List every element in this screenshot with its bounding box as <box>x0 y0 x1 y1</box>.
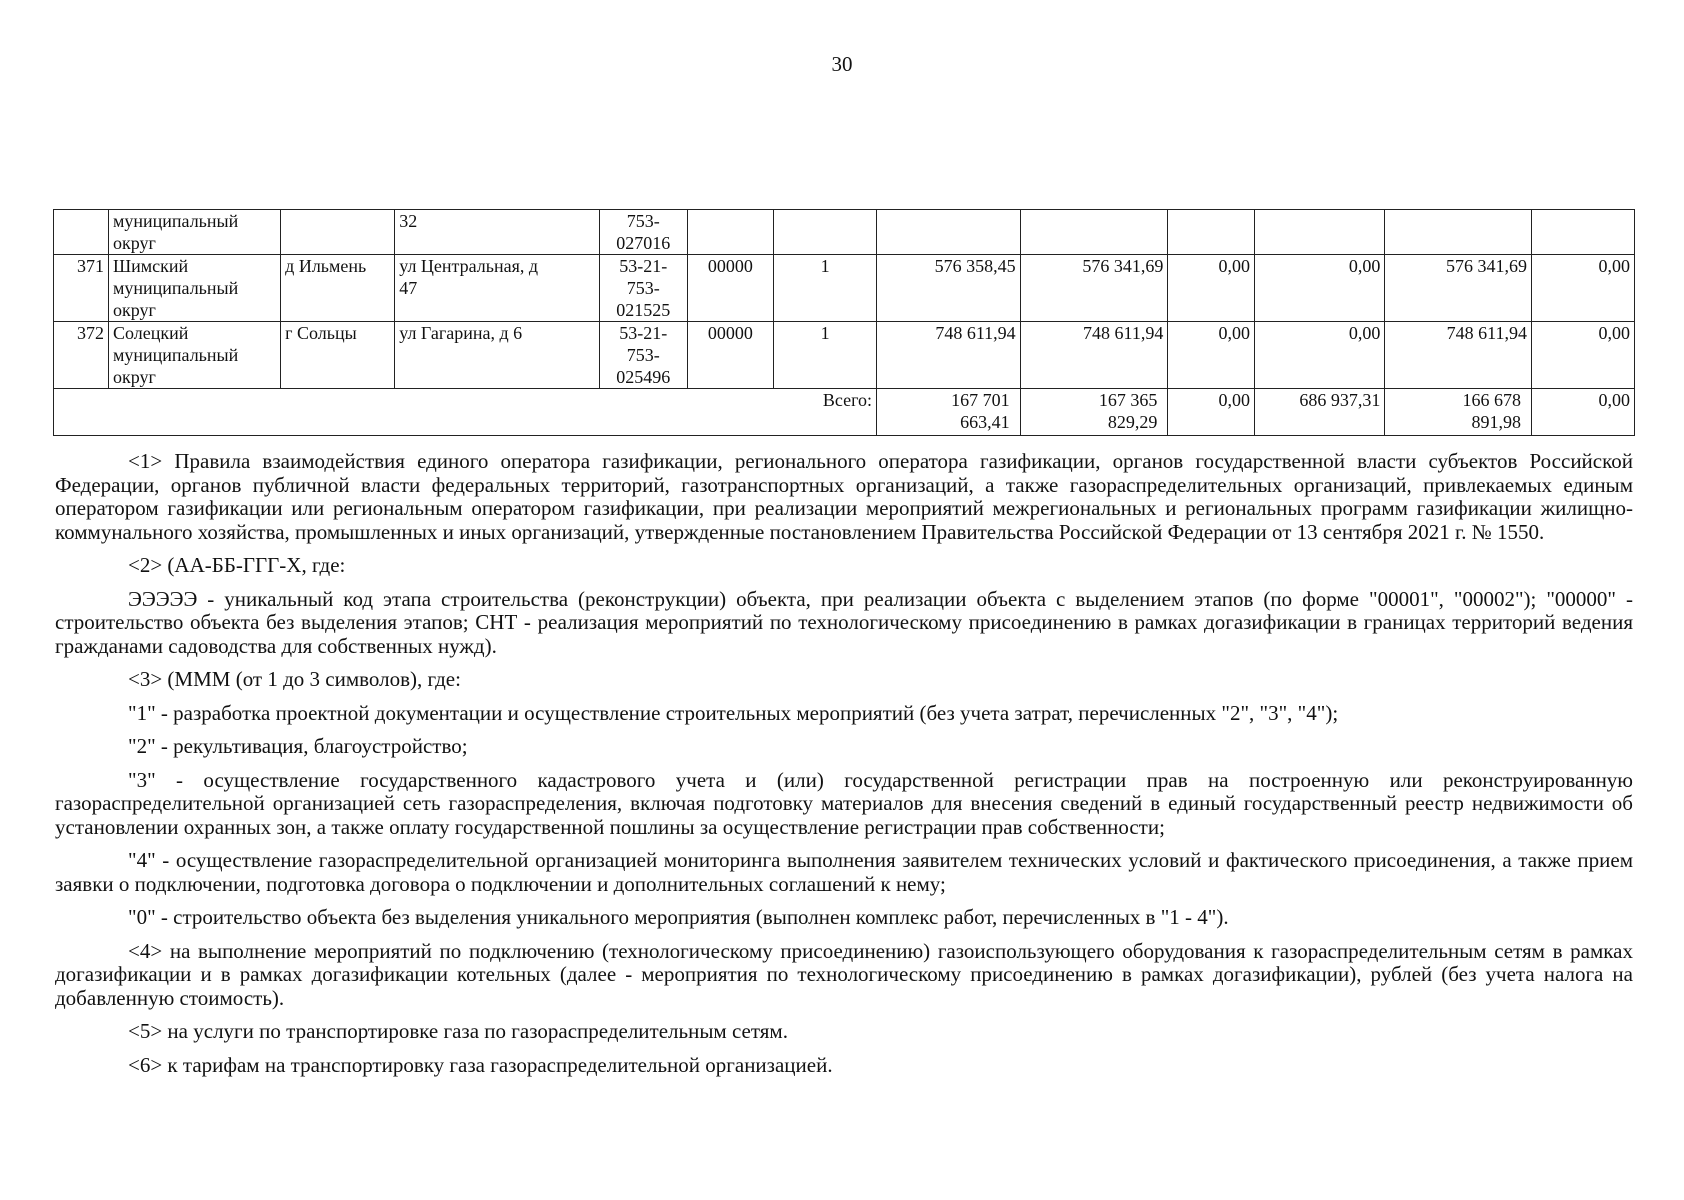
value-cell: 748 611,94 <box>1385 322 1532 389</box>
district-cell <box>109 255 281 322</box>
data-table <box>53 209 1635 436</box>
value-cell: 0,00 <box>1254 322 1384 389</box>
settlement-cell <box>281 210 395 255</box>
district-line: округ <box>113 300 156 320</box>
district-line: муниципальный <box>113 278 239 298</box>
footnote-3-code-3: "3" - осуществление государственного кадастрового учета и (или) государственной регистрации прав на построенную или реконструированную газораспределительной организацией сеть газораспределения, включая подготовку материалов для внесения сведений в единый государственный реестр недвижимости об установлении охранных зон, а также оплату государственной пошлины за осуществление регистрации прав собственности; <box>55 767 1633 839</box>
settlement-cell: г Сольцы <box>281 322 395 389</box>
district-line: муниципальный <box>113 211 239 231</box>
value-cell <box>1020 210 1168 255</box>
row-number: 372 <box>54 322 109 389</box>
total-value-line: 891,98 <box>1471 412 1522 432</box>
district-line: Солецкий <box>113 323 189 343</box>
table-row <box>54 322 1635 389</box>
value-cell: 748 611,94 <box>1020 322 1168 389</box>
code-line: 025496 <box>616 367 671 387</box>
total-value-cell: 0,00 <box>1532 389 1635 436</box>
footnote-3: <3> (МММ (от 1 до 3 символов), где: <box>128 667 461 691</box>
row-number: 371 <box>54 255 109 322</box>
district-cell <box>109 210 281 255</box>
code-line: 53-21- <box>619 256 668 276</box>
total-value-line: 167 701 <box>951 390 1010 410</box>
value-cell <box>1532 210 1635 255</box>
total-value-cell <box>1385 389 1532 436</box>
value-cell: 0,00 <box>1168 255 1255 322</box>
address-cell <box>395 255 600 322</box>
activity-code-cell <box>774 210 877 255</box>
activity-code-cell: 1 <box>774 255 877 322</box>
stage-code-cell <box>687 210 774 255</box>
activity-code-cell: 1 <box>774 322 877 389</box>
code-line: 753- <box>626 345 660 365</box>
footnote-2-stage-code: ЭЭЭЭЭ - уникальный код этапа строительства (реконструкции) объекта, при реализации объекта с выделением этапов (по форме "00001", "00002"); "00000" - строительство объекта без выделения этапов; СНТ - реализация мероприятий по технологическому присоединению в рамках догазификации в границах территорий ведения гражданами садоводства для собственных нужд). <box>55 586 1633 658</box>
address-line: 32 <box>399 211 418 231</box>
address-line: ул Гагарина, д 6 <box>399 323 523 343</box>
total-value-line: 166 678 <box>1462 390 1522 410</box>
address-cell <box>395 322 600 389</box>
code-line: 53-21- <box>619 323 668 343</box>
total-value-line: 829,29 <box>1107 412 1158 432</box>
address-line: ул Центральная, д <box>399 256 539 276</box>
footnotes <box>55 450 1633 1087</box>
code-cell <box>599 322 687 389</box>
code-line: 753- <box>626 211 660 231</box>
code-cell <box>599 255 687 322</box>
value-cell: 0,00 <box>1532 255 1635 322</box>
footnote-3-code-4: "4" - осуществление газораспределительной организацией мониторинга выполнения заявителем технических условий и фактического присоединения, а также прием заявки о подключении, подготовка договора о подключении и дополнительных соглашений к нему; <box>55 848 1633 896</box>
district-cell <box>109 322 281 389</box>
footnote-1: <1> Правила взаимодействия единого оператора газификации, регионального оператора газификации, органов государственной власти субъектов Российской Федерации, органов публичной власти федеральных территорий, газотранспортных организаций, а также газораспределительных организаций, привлекаемых единым оператором газификации или региональным оператором газификации, при реализации мероприятий межрегиональных и региональных программ газификации жилищно-коммунального хозяйства, промышленных и иных организаций, утвержденные постановлением Правительства Российской Федерации от 13 сентября 2021 г. № 1550. <box>55 449 1633 544</box>
value-cell: 0,00 <box>1168 322 1255 389</box>
footnote-3-code-2: "2" - рекультивация, благоустройство; <box>128 734 468 758</box>
district-line: муниципальный <box>113 345 239 365</box>
footnote-3-code-0: "0" - строительство объекта без выделения уникального мероприятия (выполнен комплекс работ, перечисленных в "1 - 4"). <box>128 905 1229 929</box>
table-row <box>54 255 1635 322</box>
address-cell <box>395 210 600 255</box>
total-value-line: 167 365 <box>1098 390 1158 410</box>
total-value-cell <box>877 389 1021 436</box>
row-number <box>54 210 109 255</box>
district-line: округ <box>113 367 156 387</box>
settlement-cell: д Ильмень <box>281 255 395 322</box>
page-number: 30 <box>831 52 853 76</box>
value-cell: 576 341,69 <box>1385 255 1532 322</box>
total-value-cell <box>1020 389 1168 436</box>
code-line: 753- <box>626 278 660 298</box>
value-cell: 748 611,94 <box>877 322 1021 389</box>
code-cell <box>599 210 687 255</box>
value-cell <box>877 210 1021 255</box>
value-cell <box>1168 210 1255 255</box>
footnote-3-code-1: "1" - разработка проектной документации и осуществление строительных мероприятий (без учета затрат, перечисленных "2", "3", "4"); <box>128 700 1339 725</box>
stage-code-cell: 00000 <box>687 322 774 389</box>
value-cell: 0,00 <box>1254 255 1384 322</box>
footnote-6: <6> к тарифам на транспортировку газа газораспределительной организацией. <box>128 1052 833 1077</box>
total-value-cell: 0,00 <box>1168 389 1255 436</box>
district-line: округ <box>113 233 156 253</box>
value-cell <box>1254 210 1384 255</box>
code-line: 027016 <box>616 233 671 253</box>
address-line: 47 <box>399 278 418 298</box>
table-row <box>54 210 1635 255</box>
district-line: Шимский <box>113 256 189 276</box>
value-cell: 576 341,69 <box>1020 255 1168 322</box>
value-cell: 0,00 <box>1532 322 1635 389</box>
total-value-line: 663,41 <box>960 412 1010 432</box>
footnote-4: <4> на выполнение мероприятий по подключению (технологическому присоединению) газоиспользующего оборудования к газораспределительным сетям в рамках догазификации и в рамках догазификации котельных (далее - мероприятия по технологическому присоединению в рамках догазификации), рублей (без учета налога на добавленную стоимость). <box>55 938 1633 1010</box>
footnote-2: <2> (АА-ББ-ГГГ-Х, где: <box>128 553 346 577</box>
total-row <box>54 389 1635 436</box>
stage-code-cell: 00000 <box>687 255 774 322</box>
total-value-cell: 686 937,31 <box>1254 389 1384 436</box>
footnote-5: <5> на услуги по транспортировке газа по газораспределительным сетям. <box>128 1019 788 1043</box>
value-cell <box>1385 210 1532 255</box>
value-cell: 576 358,45 <box>877 255 1021 322</box>
total-label: Всего: <box>54 389 877 436</box>
code-line: 021525 <box>616 300 671 320</box>
